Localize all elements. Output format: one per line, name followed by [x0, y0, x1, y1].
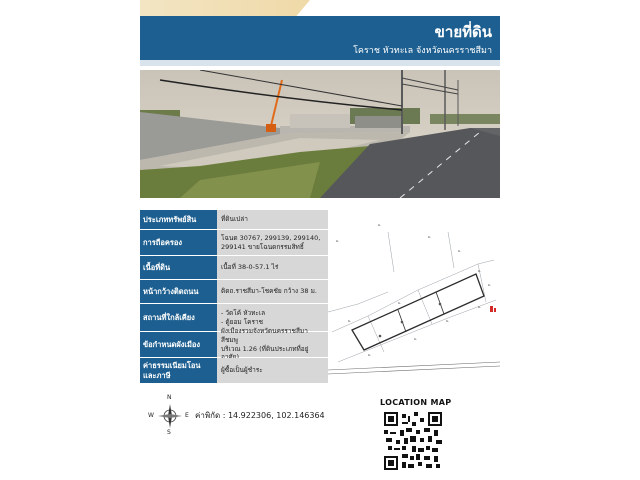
row-value-line: 299141 ขายโฉนดกรรมสิทธิ์ — [221, 242, 304, 251]
table-row — [140, 280, 328, 304]
row-label: ข้อกำหนดผังเมือง — [140, 332, 217, 357]
row-value — [217, 256, 328, 279]
svg-text:ม.: ม. — [458, 249, 462, 253]
row-value — [217, 210, 328, 229]
compass-south: S — [167, 429, 171, 436]
land-plot-diagram — [328, 212, 500, 384]
svg-text:ม.: ม. — [378, 223, 382, 227]
banner-divider — [140, 60, 500, 66]
row-value — [217, 326, 328, 357]
row-label: ค่าธรรมเนียมโอน และภาษี — [140, 358, 217, 383]
row-value — [217, 358, 328, 383]
svg-text:ม.: ม. — [336, 239, 340, 243]
coordinates-text: ค่าพิกัด : 14.922306, 102.146364 — [195, 411, 325, 420]
row-value — [217, 280, 328, 303]
row-value-line: ติดถ.ราชสีมา-โชคชัย กว้าง 38 ม. — [221, 287, 317, 296]
row-value-line: ผู้ซื้อเป็นผู้ชำระ — [221, 366, 263, 375]
qr-code-icon[interactable] — [384, 412, 442, 470]
row-value-line: - วัดโค้ หัวทะเล — [221, 308, 266, 317]
table-row — [140, 210, 328, 230]
svg-text:ม.: ม. — [478, 305, 482, 309]
land-photo — [140, 70, 500, 198]
svg-text:ม.: ม. — [348, 319, 352, 323]
row-value-line: บริเวณ 1.26 (ที่ดินประเภทที่อยู่ — [221, 344, 309, 353]
row-value — [217, 230, 328, 255]
property-details-table — [140, 210, 328, 384]
compass-west: W — [148, 412, 154, 419]
svg-text:ม.: ม. — [398, 301, 402, 305]
svg-text:ม.: ม. — [446, 319, 450, 323]
banner-accent — [140, 0, 310, 16]
table-row — [140, 256, 328, 280]
compass-north: N — [167, 394, 172, 401]
table-row — [140, 326, 328, 358]
compass-east: E — [185, 412, 189, 419]
row-label: การถือครอง — [140, 230, 217, 255]
row-label: หน้ากว้างติดถนน — [140, 280, 217, 303]
svg-text:ม.: ม. — [428, 235, 432, 239]
svg-text:ม.: ม. — [368, 353, 372, 357]
compass-rose-icon — [150, 396, 190, 436]
row-value-line: ผังเมืองรวมจังหวัดนครราชสีมา สีชมพู — [221, 326, 308, 344]
page-subtitle: โคราช หัวทะเล จังหวัดนครราชสีมา — [353, 46, 492, 56]
page-title: ขายที่ดิน — [434, 23, 492, 41]
row-label: ประเภททรัพย์สิน — [140, 210, 217, 229]
row-value-line: โฉนด 30767, 299139, 299140, — [221, 233, 321, 242]
header-banner — [140, 16, 500, 60]
row-label: เนื้อที่ดิน — [140, 256, 217, 279]
table-row — [140, 230, 328, 256]
svg-text:ม.: ม. — [414, 337, 418, 341]
svg-text:ม.: ม. — [478, 269, 482, 273]
svg-text:ม.: ม. — [488, 283, 492, 287]
table-row — [140, 358, 328, 384]
location-map-title: LOCATION MAP — [380, 398, 452, 407]
row-label: สถานที่ใกล้เคียง — [140, 304, 217, 331]
row-value-line: ที่ดินเปล่า — [221, 215, 248, 224]
row-value-line: - ตู้ยอม โคราช — [221, 317, 264, 326]
row-value-line: เนื้อที่ 38-0-57.1 ไร่ — [221, 263, 279, 272]
